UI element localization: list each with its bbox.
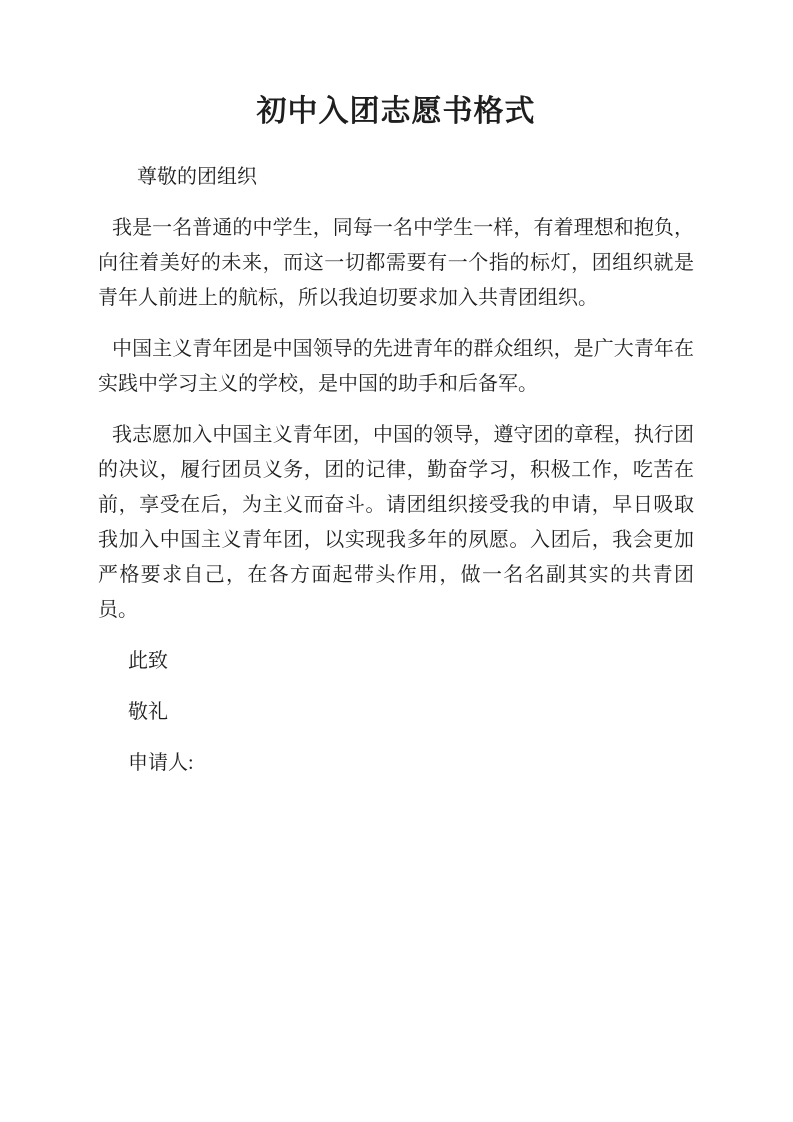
paragraph-league-description: 中国主义青年团是中国领导的先进青年的群众组织，是广大青年在实践中学习主义的学校，是中国的助手和后备军。 — [98, 338, 694, 395]
document-title: 初中入团志愿书格式 — [256, 95, 536, 128]
paragraph-pledge: 我志愿加入中国主义青年团，中国的领导，遵守团的章程，执行团的决议，履行团员义务，团的记律，勤奋学习，积极工作，吃苦在前，享受在后，为主义而奋斗。请团组织接受我的申请，早日吸取我加入中国主义青年团，以实现我多年的夙愿。入团后，我会更加严格要求自己，在各方面起带头作用，做一名名副其实的共青团员。 — [98, 424, 694, 621]
closing-zhici-line: 此致 — [128, 650, 168, 672]
salutation-line: 尊敬的团组织 — [137, 166, 257, 188]
closing-jingli-line: 敬礼 — [128, 701, 168, 723]
paragraph-intro: 我是一名普通的中学生，同每一名中学生一样，有着理想和抱负，向往着美好的未来，而这一切都需要有一个指的标灯，团组织就是青年人前进上的航标，所以我迫切要求加入共青团组织。 — [98, 217, 694, 309]
applicant-line: 申请人: — [128, 752, 194, 774]
